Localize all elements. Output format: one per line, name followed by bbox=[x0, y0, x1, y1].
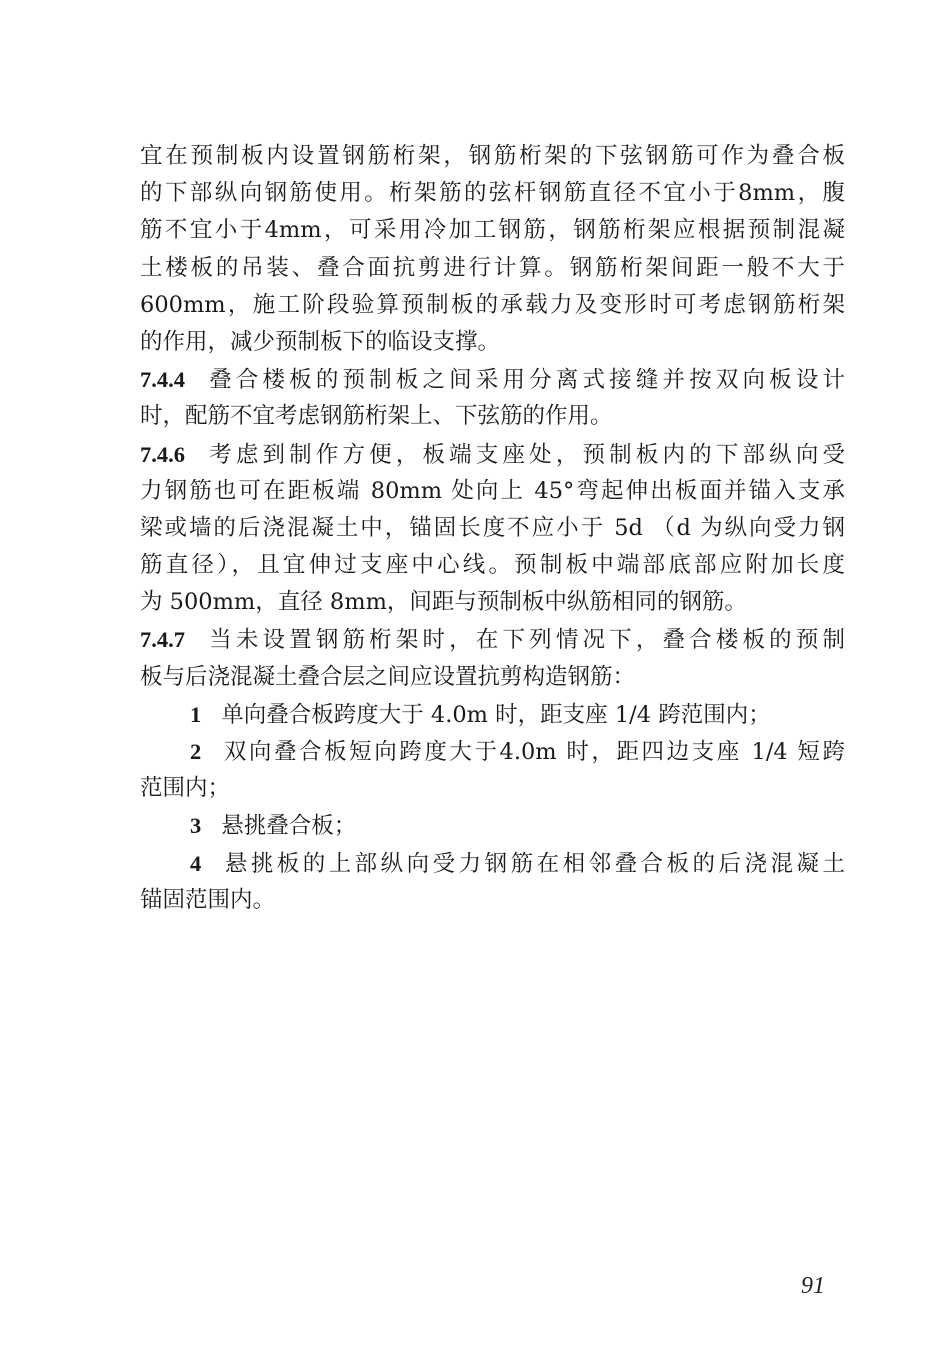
text-line: 土楼板的吊装、叠合面抗剪进行计算。钢筋桁架间距一般不大于 bbox=[140, 254, 845, 281]
text-line: 为 500mm，直径 8mm，间距与预制板中纵筋相同的钢筋。 bbox=[140, 589, 747, 616]
clause-number: 7.4.7 bbox=[140, 627, 185, 653]
text-line: 的下部纵向钢筋使用。桁架筋的弦杆钢筋直径不宜小于8mm，腹 bbox=[140, 180, 845, 207]
list-item bbox=[140, 696, 845, 733]
text-line: 600mm，施工阶段验算预制板的承载力及变形时可考虑钢筋桁架 bbox=[140, 291, 845, 318]
clause-first-line bbox=[140, 361, 845, 398]
clause-7-4-4 bbox=[140, 361, 845, 435]
clause-text: 考虑到制作方便，板端支座处，预制板内的下部纵向受 bbox=[205, 441, 845, 468]
text-line: 筋直径），且宜伸过支座中心线。预制板中端部底部应附加长度 bbox=[140, 552, 845, 579]
list-item-number: 1 bbox=[190, 701, 202, 727]
intro-paragraph bbox=[140, 138, 845, 361]
clause-text: 叠合楼板的预制板之间采用分离式接缝并按双向板设计 bbox=[205, 367, 845, 394]
list-item-continuation: 范围内； bbox=[140, 775, 231, 802]
list-item-text: 双向叠合板短向跨度大于4.0m 时，距四边支座 1/4 短跨 bbox=[221, 739, 845, 765]
clause-number: 7.4.4 bbox=[140, 367, 185, 393]
list-item-number: 3 bbox=[190, 813, 202, 839]
clause-7-4-7 bbox=[140, 621, 845, 919]
text-line: 时，配筋不宜考虑钢筋桁架上、下弦筋的作用。 bbox=[140, 403, 613, 430]
text-line: 宜在预制板内设置钢筋桁架，钢筋桁架的下弦钢筋可作为叠合板 bbox=[140, 143, 845, 169]
text-line: 梁或墙的后浇混凝土中，锚固长度不应小于 5d （d 为纵向受力钢 bbox=[140, 514, 845, 541]
clause-number: 7.4.6 bbox=[140, 441, 185, 467]
list-item-text: 悬挑叠合板； bbox=[221, 813, 357, 840]
list-item bbox=[140, 733, 845, 770]
list-item bbox=[140, 807, 845, 844]
list-item-continuation: 锚固范围内。 bbox=[140, 886, 276, 913]
page-body bbox=[140, 138, 845, 919]
clause-7-4-6 bbox=[140, 436, 845, 622]
list-item-text: 悬挑板的上部纵向受力钢筋在相邻叠合板的后浇混凝土 bbox=[221, 850, 845, 877]
list-item-number: 4 bbox=[190, 850, 202, 876]
list-item-number: 2 bbox=[190, 739, 202, 764]
clause-first-line bbox=[140, 436, 845, 473]
list-item-text: 单向叠合板跨度大于 4.0m 时，距支座 1/4 跨范围内； bbox=[221, 701, 771, 728]
clause-first-line bbox=[140, 621, 845, 658]
text-line: 的作用，减少预制板下的临设支撑。 bbox=[140, 328, 501, 355]
clause-text: 当未设置钢筋桁架时，在下列情况下，叠合楼板的预制 bbox=[205, 627, 845, 654]
page-number: 91 bbox=[801, 1273, 825, 1299]
text-line: 板与后浇混凝土叠合层之间应设置抗剪构造钢筋： bbox=[140, 663, 636, 690]
list-item bbox=[140, 845, 845, 882]
text-line: 力钢筋也可在距板端 80mm 处向上 45°弯起伸出板面并锚入支承 bbox=[140, 477, 845, 504]
text-line: 筋不宜小于4mm，可采用冷加工钢筋，钢筋桁架应根据预制混凝 bbox=[140, 217, 845, 244]
